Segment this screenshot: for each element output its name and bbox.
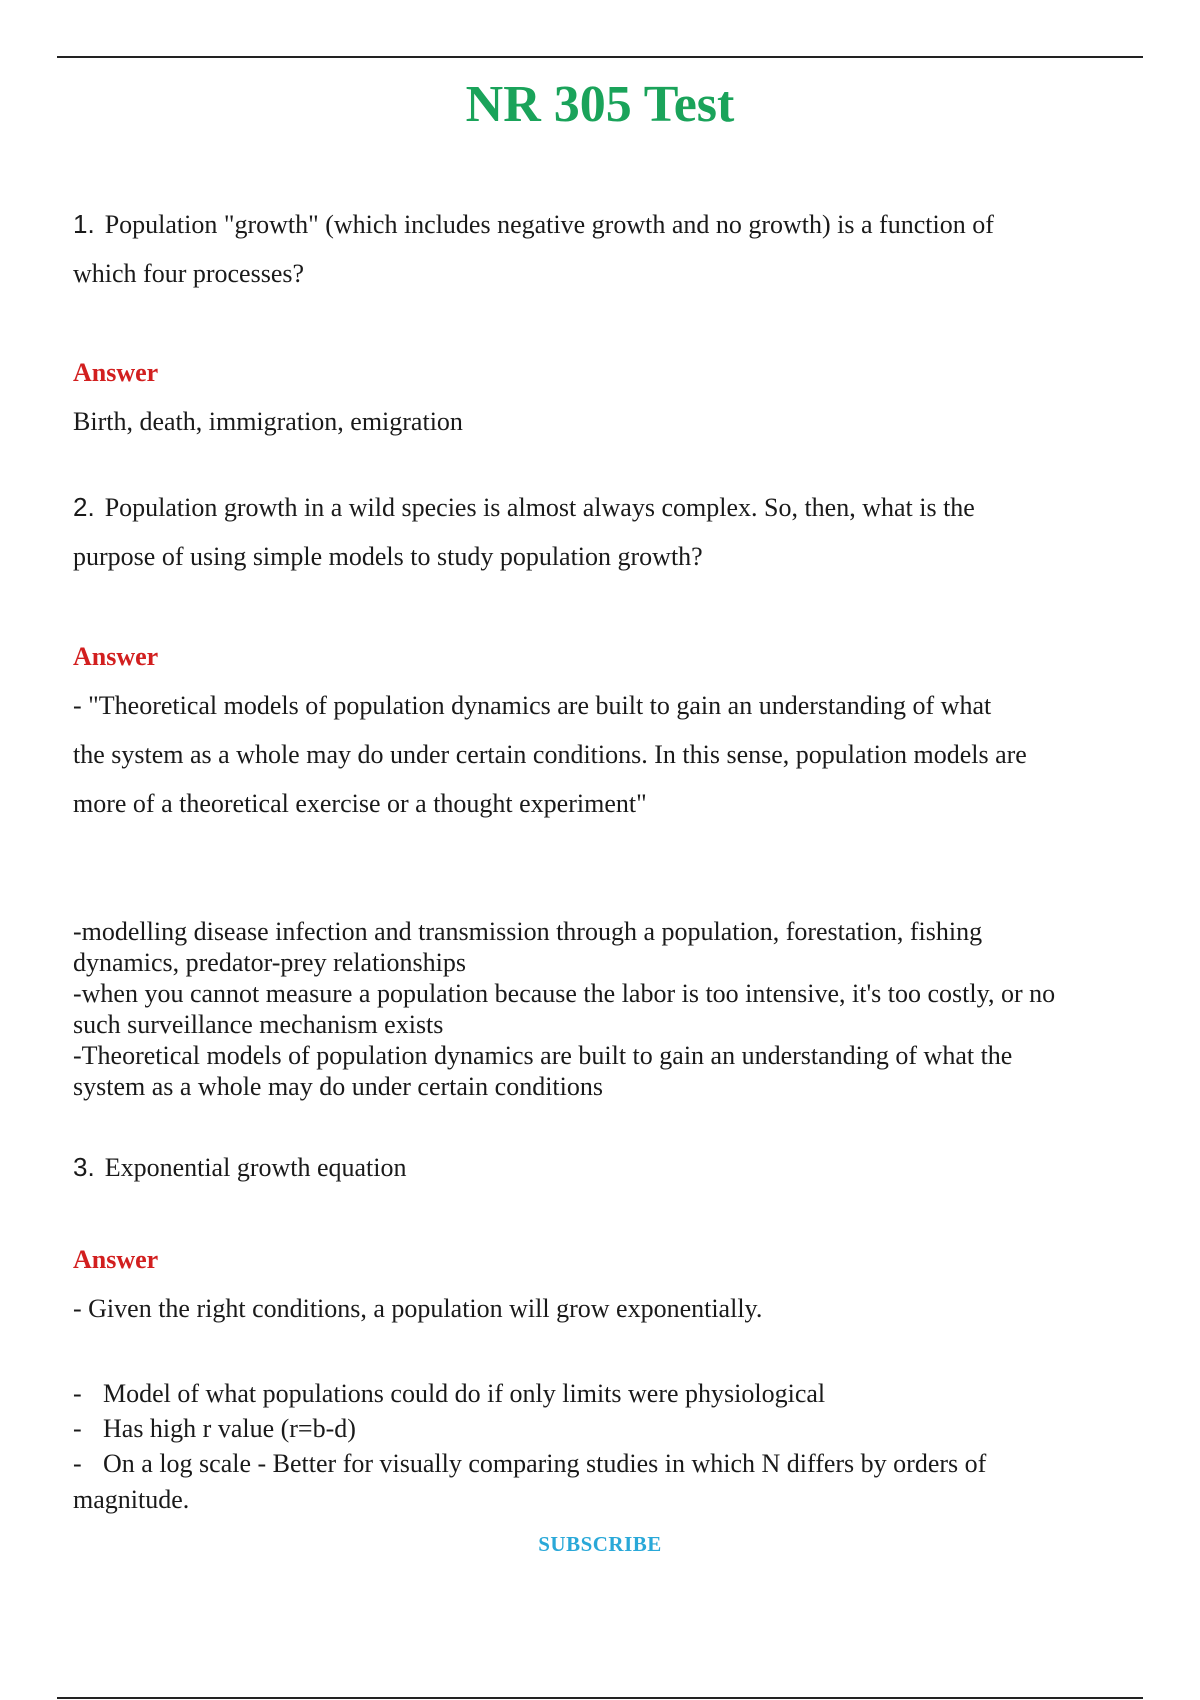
- question-number: 1.: [73, 209, 95, 239]
- answer-line: -modelling disease infection and transmission through a population, forestation, fishing: [73, 917, 983, 946]
- subscribe-link[interactable]: SUBSCRIBE: [538, 1532, 662, 1556]
- bullet-marker: -: [73, 1379, 82, 1408]
- list-item-text: Has high r value (r=b-d): [103, 1414, 356, 1443]
- answer-text-3: - Given the right conditions, a population will grow exponentially.: [73, 1294, 763, 1323]
- question-text-line: Population "growth" (which includes negative growth and no growth) is a function of: [104, 210, 994, 239]
- answer-label-2: Answer: [73, 642, 159, 671]
- question-1: [73, 200, 1143, 298]
- question-text-line: purpose of using simple models to study population growth?: [73, 542, 703, 571]
- bullet-marker: -: [73, 1449, 82, 1478]
- answer-line: more of a theoretical exercise or a thought experiment": [73, 789, 647, 818]
- answer-line: such surveillance mechanism exists: [73, 1010, 444, 1039]
- question-2: [73, 483, 1143, 581]
- answer-text-1: Birth, death, immigration, emigration: [73, 407, 463, 436]
- document-title: NR 305 Test: [465, 76, 735, 133]
- question-text-line: which four processes?: [73, 259, 305, 288]
- list-item: [73, 1411, 1143, 1446]
- question-number: 3.: [73, 1152, 95, 1182]
- answer-2-extra: [73, 916, 1143, 1102]
- answer-line: -Theoretical models of population dynamics are built to gain an understanding of what the: [73, 1041, 1013, 1070]
- list-item-text: Model of what populations could do if only limits were physiological: [103, 1379, 826, 1408]
- bullet-marker: -: [73, 1414, 82, 1443]
- question-text-line: Population growth in a wild species is almost always complex. So, then, what is the: [104, 493, 975, 522]
- bottom-divider: [57, 1697, 1143, 1699]
- answer-line: dynamics, predator-prey relationships: [73, 948, 466, 977]
- answer-3-bullets: [73, 1376, 1143, 1481]
- answer-text-2: [73, 681, 1143, 828]
- question-text-line: Exponential growth equation: [104, 1153, 407, 1182]
- answer-line: system as a whole may do under certain conditions: [73, 1072, 603, 1101]
- list-item: [73, 1446, 1143, 1481]
- top-divider: [57, 56, 1143, 58]
- question-3: [73, 1143, 1143, 1192]
- list-item: [73, 1376, 1143, 1411]
- answer-label-3: Answer: [73, 1245, 159, 1274]
- bullet-continuation: magnitude.: [73, 1485, 190, 1514]
- answer-line: -when you cannot measure a population because the labor is too intensive, it's too costly, or no: [73, 979, 1056, 1008]
- answer-line: the system as a whole may do under certain conditions. In this sense, population models are: [73, 740, 1027, 769]
- question-number: 2.: [73, 492, 95, 522]
- answer-label-1: Answer: [73, 358, 159, 387]
- list-item-text: On a log scale - Better for visually comparing studies in which N differs by orders of: [103, 1449, 987, 1478]
- answer-line: - "Theoretical models of population dynamics are built to gain an understanding of what: [73, 691, 992, 720]
